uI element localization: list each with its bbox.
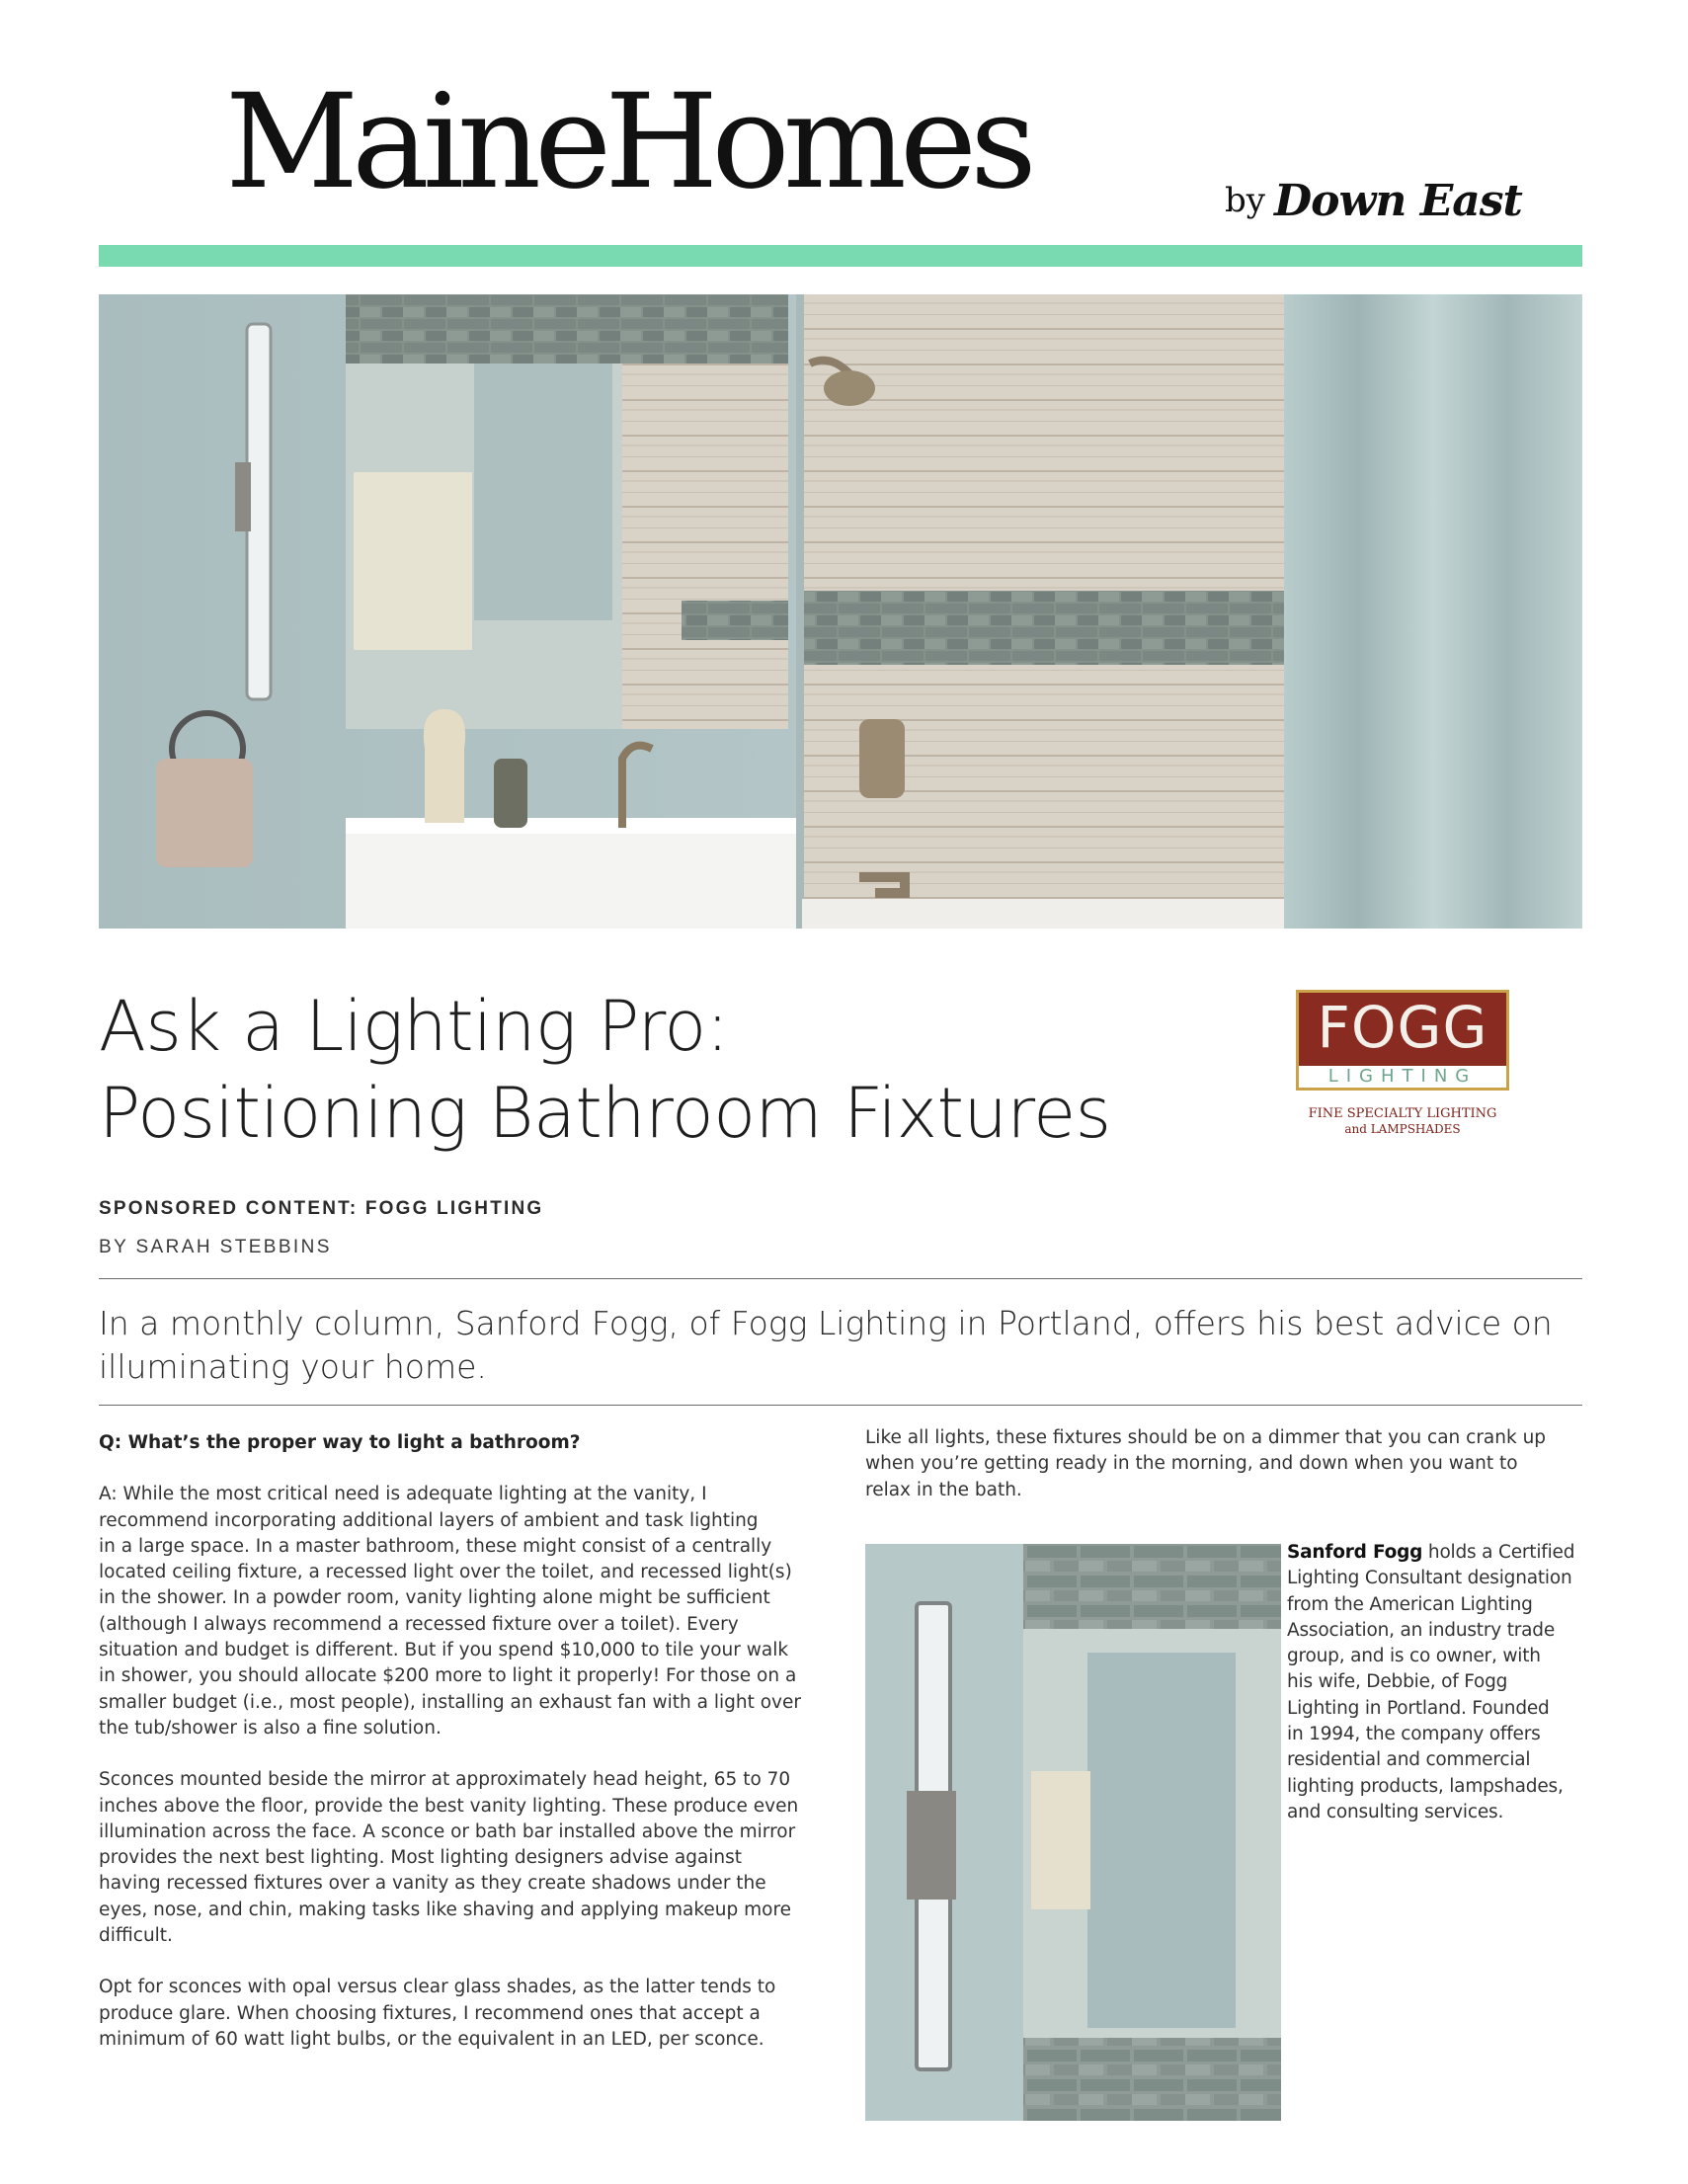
byline: BY SARAH STEBBINS <box>99 1237 332 1257</box>
answer-paragraph-4: Like all lights, these fixtures should be on a dimmer that you can crank up when you’re getting ready in the morning, and down when you want to relax in the bath. <box>865 1427 1547 1500</box>
dek-line-1: In a monthly column, Sanford Fogg, of Fogg Lighting in Portland, offers his best advice on <box>99 1304 1553 1342</box>
logo-strip: LIGHTING <box>1299 1066 1506 1088</box>
logo-tagline-1: FINE SPECIALTY LIGHTING <box>1308 1106 1497 1121</box>
publisher-logo: Down East <box>1274 176 1522 226</box>
question: Q: What’s the proper way to light a bathroom? <box>99 1432 581 1453</box>
logo-badge <box>1296 990 1509 1091</box>
logo-word: FOGG <box>1317 994 1488 1061</box>
fogg-lighting-logo <box>1296 990 1509 1140</box>
headline-line-1: Ask a Lighting Pro: <box>99 986 729 1067</box>
bio-name: Sanford Fogg <box>1287 1542 1423 1563</box>
bio-line-1: holds a Certified <box>1422 1542 1575 1563</box>
divider-rule-bottom <box>99 1405 1582 1406</box>
bathroom-illustration <box>99 294 1582 929</box>
headline-line-2: Positioning Bathroom Fixtures <box>99 1073 1111 1154</box>
sconce-photo <box>865 1544 1281 2121</box>
dek-line-2: illuminating your home. <box>99 1347 487 1386</box>
article-body-left-column <box>99 1430 830 2053</box>
divider-rule-top <box>99 1278 1582 1279</box>
answer-paragraph-1: A: While the most critical need is adequate lighting at the vanity, I recommend incorporating additional layers of ambient and task lighting in a large space. In a master bathroom, these might consist of a centrally located ceiling fixture, a recessed light over the toilet, and recessed light(s) in the shower. In a powder room, vanity lighting alone might be sufficient (although I always recommend a recessed fixture over a toilet). Every situation and budget is different. But if you spend $10,000 to tile your walk in shower, you should allocate $200 more to light it properly! For those on a smaller budget (i.e., most people), installing an exhaust fan with a light over the tub/shower is also a fine solution. <box>99 1484 801 1739</box>
hero-photo <box>99 294 1582 929</box>
masthead-by: by <box>1225 181 1265 220</box>
sconce-illustration <box>865 1544 1281 2121</box>
masthead-accent-rule <box>99 245 1582 267</box>
answer-paragraph-3: Opt for sconces with opal versus clear glass shades, as the latter tends to produce glare. When choosing fixtures, I recommend ones that accept a minimum of 60 watt light bulbs, or the equivalent in an LED, per sconce. <box>99 1977 776 2050</box>
masthead <box>0 0 1688 247</box>
answer-paragraph-2: Sconces mounted beside the mirror at approximately head height, 65 to 70 inches above the floor, provide the best vanity lighting. These produce even illumination across the face. A sconce or bath bar installed above the mirror provides the next best lighting. Most lighting designers advise against having recessed fixtures over a vanity as they create shadows under the eyes, nose, and chin, making tasks like shaving and applying makeup more difficult. <box>99 1769 799 1947</box>
logo-tagline-2: and LAMPSHADES <box>1344 1122 1461 1136</box>
article-headline <box>99 983 1235 1157</box>
sponsored-kicker: SPONSORED CONTENT: FOGG LIGHTING <box>99 1198 544 1219</box>
magazine-title: MaineHomes <box>225 66 1030 218</box>
article-dek <box>99 1302 1561 1389</box>
author-bio: Sanford Fogg holds a Certified Lighting Consultant designation from the American Lighting Association, an industry trade group, and is co owner, with his wife, Debbie, of Fogg Lighting in Portland. Founded in 1994, the company offers residential and commercial lighting products, lampshades, and consulting services. <box>1287 1542 1575 1822</box>
